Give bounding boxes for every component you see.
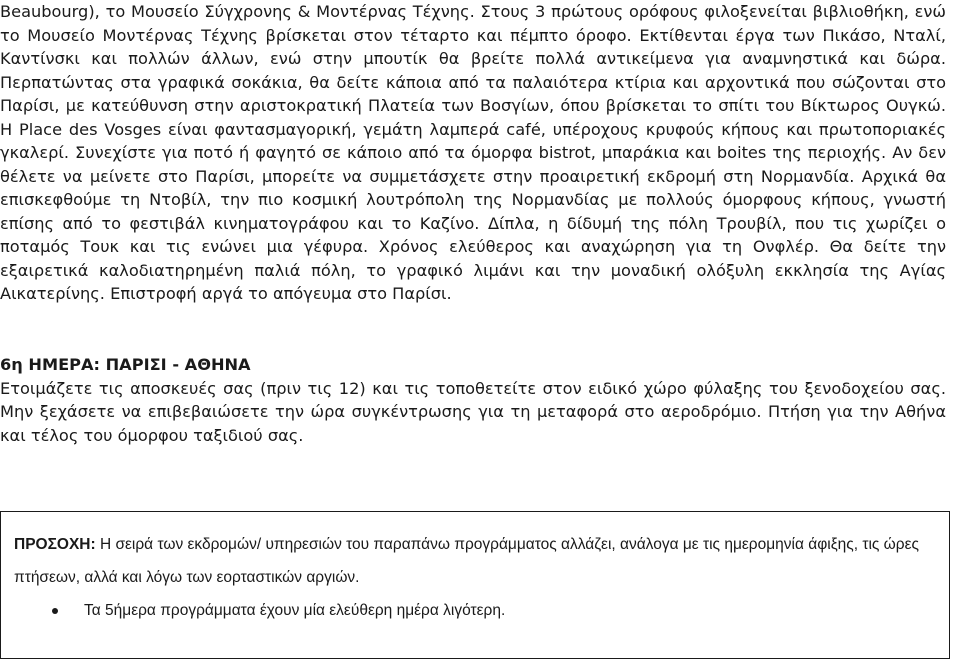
notice-bullet-text: Τα 5ήμερα προγράμματα έχουν μία ελεύθερη ημέρα λιγότερη. xyxy=(84,602,506,619)
notice-paragraph xyxy=(14,528,936,594)
bullet-icon xyxy=(52,608,58,614)
day6-text: Ετοιμάζετε τις αποσκευές σας (πριν τις 12) και τις τοποθετείτε στον ειδικό χώρο φύλαξης του ξενοδοχείου σας. Μην ξεχάσετε να επιβεβαιώσετε την ώρα συγκέντρωσης για τη μεταφορά στο αεροδρόμιο. Πτήση για την Αθήνα και τέλος του όμορφου ταξιδιού σας. xyxy=(0,378,946,445)
notice-list-item xyxy=(14,600,936,622)
notice-text: Η σειρά των εκδρομών/ υπηρεσιών του παραπάνω προγράμματος αλλάζει, ανάλογα με τις ημερομηνία άφιξης, τις ώρες πτήσεων, αλλά και λόγω των εορταστικών αργιών. xyxy=(14,536,919,586)
day6-heading: 6η ΗΜΕΡΑ: ΠΑΡΙΣΙ - ΑΘΗΝΑ xyxy=(0,355,251,374)
notice-list xyxy=(14,600,936,622)
day6-section xyxy=(0,353,946,447)
itinerary-text: Beaubourg), το Μουσείο Σύγχρονης & Μοντέρνας Τέχνης. Στους 3 πρώτους ορόφους φιλοξενείται βιβλιοθήκη, ενώ το Μουσείο Μοντέρνας Τέχνης βρίσκεται στον τέταρτο και πέμπτο όροφο. Εκτίθενται έργα των Πικάσο, Νταλί, Καντίνσκι και πολλών άλλων, ενώ στην μπουτίκ θα βρείτε πολλά αντικείμενα για αναμνηστικά και δώρα. Περπατώντας στα γραφικά σοκάκια, θα δείτε κάποια από τα παλαιότερα κτίρια και αρχοντικά που σώζονται στο Παρίσι, με κατεύθυνση στην αριστοκρατική Πλατεία των Βοσγίων, όπου βρίσκεται το σπίτι του Βίκτωρος Ουγκώ. Η Place des Vosges είναι φαντασμαγορική, γεμάτη λαμπερά café, υπέροχους κρυφούς κήπους και πρωτοποριακές γκαλερί. Συνεχίστε για ποτό ή φαγητό σε κάποιο από τα όμορφα bistrot, μπαράκια και boites της περιοχής. Αν δεν θέλετε να μείνετε στο Παρίσι, μπορείτε να συμμετάσχετε στην προαιρετική εκδρομή στη Νορμανδία. Αρχικά θα επισκεφθούμε τη Ντοβίλ, την πιο κοσμική λουτρόπολη της Νορμανδίας με πολλούς όμορφους κήπους, γνωστή επίσης από το φεστιβάλ κινηματογράφου και το Καζίνο. Δίπλα, η δίδυμή της πόλη Τρουβίλ, που τις χωρίζει ο ποταμός Τουκ και τις ενώνει μια γέφυρα. Χρόνος ελεύθερος και αναχώρηση για τη Ονφλέρ. Θα δείτε την εξαιρετικά καλοδιατηρημένη παλιά πόλη, το γραφικό λιμάνι και την μοναδική ολόξυλη εκκλησία της Αγίας Αικατερίνης. Επιστροφή αργά το απόγευμα στο Παρίσι. xyxy=(0,2,946,303)
itinerary-paragraph xyxy=(0,0,946,306)
notice-box xyxy=(0,511,950,659)
notice-label: ΠΡΟΣΟΧΗ: xyxy=(14,536,96,553)
